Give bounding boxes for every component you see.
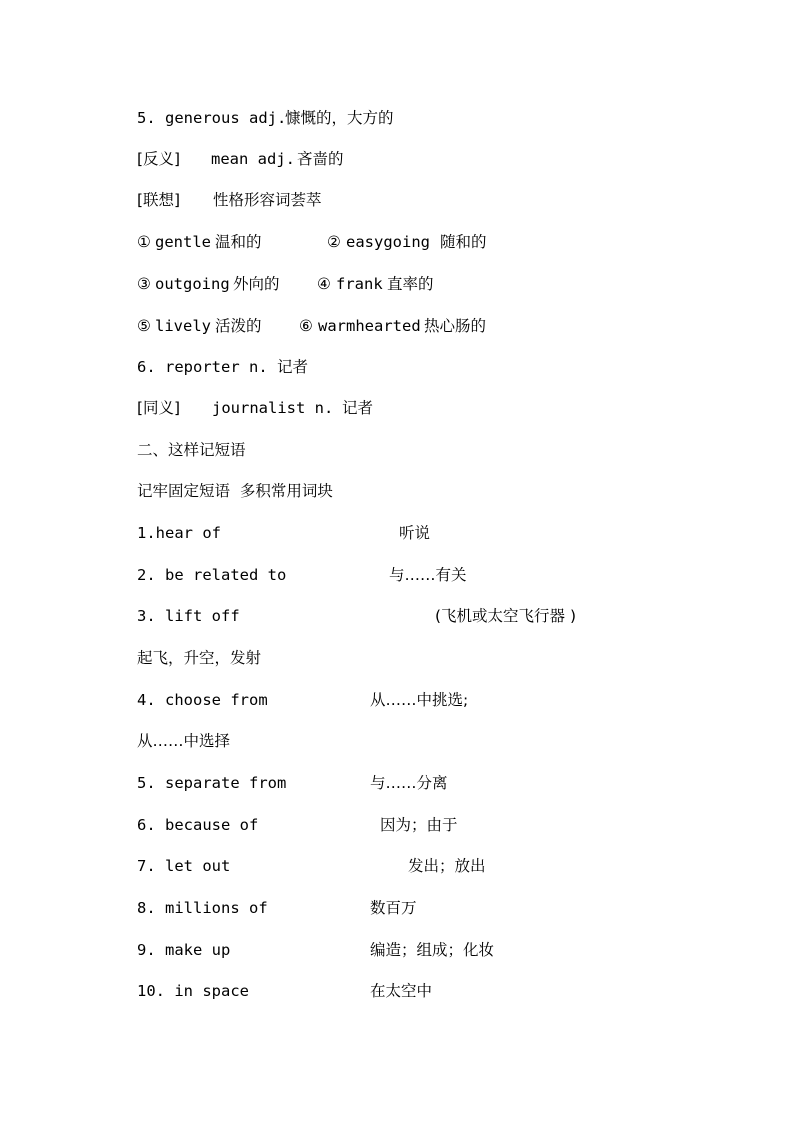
- antonym-line: [137, 148, 344, 170]
- adjective-number: ②: [327, 233, 341, 251]
- adjective-number: ⑤: [137, 317, 151, 335]
- synonym-line: [137, 397, 374, 419]
- phrase-row: [137, 897, 417, 919]
- phrase-meaning-continuation: 起飞，升空，发射: [137, 649, 262, 667]
- phrase-meaning: 编造；组成；化妆: [370, 941, 495, 959]
- adjective-word: easygoing: [346, 233, 430, 251]
- phrase-meaning: 听说: [399, 524, 431, 542]
- vocab-item-generous: [137, 107, 394, 129]
- phrase-text: 9. make up: [137, 941, 231, 959]
- phrase-meaning: 与……有关: [389, 566, 467, 584]
- antonym-word: mean adj.: [211, 150, 295, 168]
- phrase-row: [137, 689, 469, 711]
- adjective-meaning: 温和的: [215, 233, 262, 251]
- phrase-row: [137, 772, 448, 794]
- phrase-meaning: (飞机或太空飞行器 ): [435, 607, 577, 625]
- phrase-text: 7. let out: [137, 857, 231, 875]
- phrase-text: 6. because of: [137, 816, 259, 834]
- adjective-number: ⑥: [299, 317, 313, 335]
- association-line: [137, 189, 322, 211]
- phrase-text: 4. choose from: [137, 691, 268, 709]
- phrase-row: [137, 980, 433, 1002]
- phrase-text: 1.hear of: [137, 524, 221, 542]
- adjective-number: ③: [137, 275, 151, 293]
- phrase-row: [137, 814, 458, 836]
- adjective-row: [137, 315, 487, 337]
- adjective-number: ④: [317, 275, 331, 293]
- association-tag: [联想]: [137, 191, 181, 209]
- synonym-meaning: 记者: [342, 399, 374, 417]
- vocab-word: 6. reporter n.: [137, 358, 268, 376]
- phrase-row: [137, 855, 486, 877]
- phrase-row: [137, 605, 577, 627]
- phrase-row: [137, 564, 467, 586]
- section-heading: 二、这样记短语: [137, 441, 246, 459]
- adjective-word: outgoing: [155, 275, 230, 293]
- adjective-meaning: 外向的: [233, 275, 280, 293]
- phrase-meaning: 数百万: [370, 899, 417, 917]
- synonym-tag: [同义]: [137, 399, 181, 417]
- vocab-word: 5. generous adj.: [137, 109, 287, 127]
- phrase-text: 5. separate from: [137, 774, 287, 792]
- vocab-item-reporter: [137, 356, 309, 378]
- synonym-word: journalist n.: [212, 399, 334, 417]
- phrase-meaning: 从……中挑选;: [370, 691, 469, 709]
- adjective-meaning: 活泼的: [215, 317, 262, 335]
- adjective-word: frank: [336, 275, 383, 293]
- adjective-meaning: 直率的: [387, 275, 434, 293]
- phrase-text: 2. be related to: [137, 566, 287, 584]
- vocab-meaning: 慷慨的，大方的: [285, 109, 394, 127]
- adjective-word: lively: [155, 317, 211, 335]
- phrase-meaning: 因为；由于: [380, 816, 458, 834]
- phrase-text: 3. lift off: [137, 607, 240, 625]
- adjective-word: gentle: [155, 233, 211, 251]
- vocab-meaning: 记者: [277, 358, 309, 376]
- phrase-text: 8. millions of: [137, 899, 268, 917]
- phrase-meaning-continuation: 从……中选择: [137, 732, 231, 750]
- adjective-row: [137, 273, 434, 295]
- phrase-meaning: 在太空中: [370, 982, 433, 1000]
- phrase-meaning: 与……分离: [370, 774, 448, 792]
- adjective-meaning: 热心肠的: [424, 317, 487, 335]
- antonym-tag: [反义]: [137, 150, 181, 168]
- phrase-meaning: 发出；放出: [408, 857, 486, 875]
- antonym-meaning: 吝啬的: [297, 150, 344, 168]
- phrase-row: [137, 522, 431, 544]
- adjective-meaning: 随和的: [440, 233, 487, 251]
- adjective-word: warmhearted: [318, 317, 421, 335]
- phrase-text: 10. in space: [137, 982, 249, 1000]
- adjective-row: [137, 231, 487, 253]
- section-subheading: 记牢固定短语 多积常用词块: [137, 482, 333, 500]
- association-title: 性格形容词荟萃: [213, 191, 322, 209]
- phrase-row: [137, 939, 495, 961]
- adjective-number: ①: [137, 233, 151, 251]
